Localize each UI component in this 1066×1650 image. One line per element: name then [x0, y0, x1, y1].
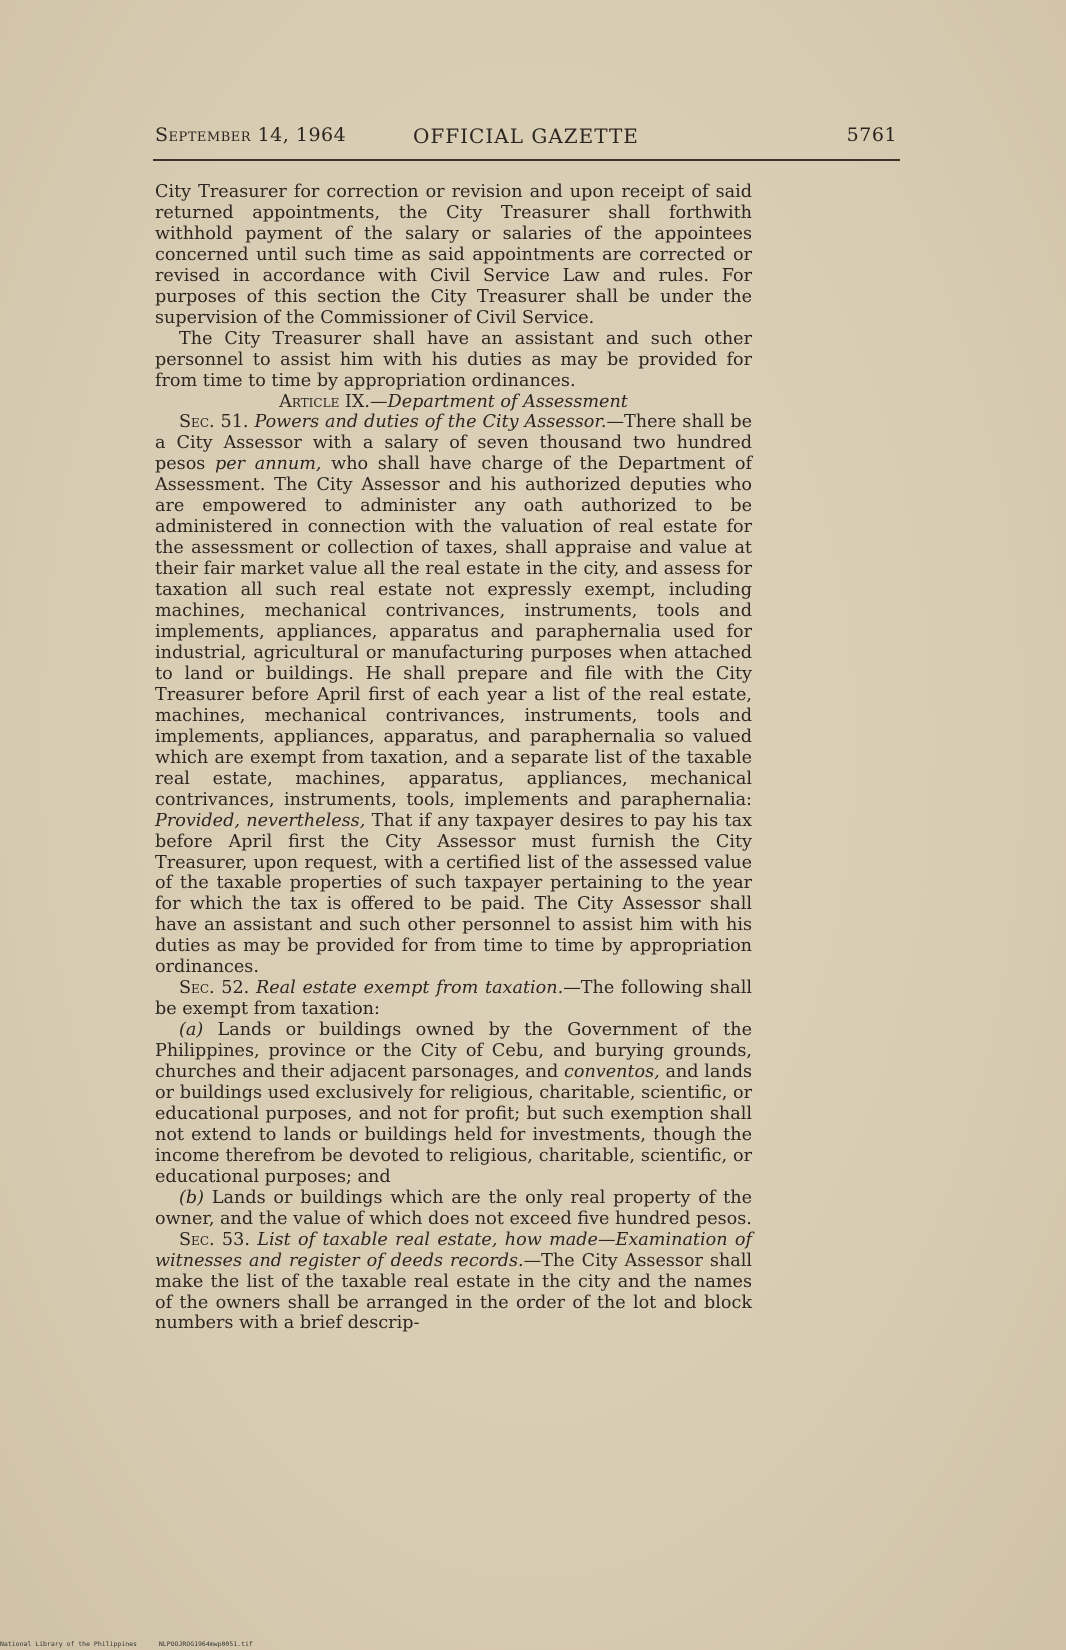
- body-text: [155, 182, 752, 1334]
- item-b-label: (b): [179, 1187, 204, 1208]
- item-a-label: (a): [179, 1020, 204, 1041]
- section-53: [155, 1230, 752, 1335]
- item-b: [155, 1188, 752, 1230]
- paragraph-assistant: The City Treasurer shall have an assistant and such other personnel to assist him with his duties as may be provided for from time to time by appropriation ordinances.: [155, 328, 752, 391]
- footer-library: National Library of the Philippines: [0, 1640, 137, 1648]
- item-b-text: Lands or buildings which are the only real property of the owner, and the value of which does not exceed five hundred pesos.: [155, 1187, 752, 1229]
- sec51-text-c: That if any taxpayer desires to pay his tax before April first the City Assessor must furnish the City Treasurer, upon request, with a certified list of the assessed value of the taxable properties of such taxpayer pertaining to the year for which the tax is offered to be paid. The City Assessor shall have an assistant and such other personnel to assist him with his duties as may be provided for from time to time by appropriation ordinances.: [155, 810, 752, 978]
- item-a-text-b: and lands or buildings used exclusively for religious, charitable, scientific, or educational purposes, and not for profit; but such exemption shall not extend to lands or buildings held for investments, though the income therefrom be devoted to religious, charitable, scientific, or educational purposes; and: [155, 1062, 753, 1187]
- article-title: —Department of Assessment: [370, 391, 628, 412]
- footer-filename: NLPOOJROG1964mwp0051.tif: [158, 1640, 253, 1648]
- sec51-proviso: Provided, nevertheless,: [155, 810, 366, 831]
- section-52: [155, 978, 752, 1020]
- sec51-text-a: —There shall be a City Assessor with a salary of seven thousand two hundred pesos: [155, 412, 753, 475]
- sec51-label: Sec. 51.: [179, 412, 249, 433]
- scan-footer: [0, 1640, 700, 1650]
- section-51: [155, 412, 752, 978]
- header-title: OFFICIAL GAZETTE: [413, 124, 639, 148]
- article-label: Article IX.: [279, 391, 370, 412]
- item-a-conventos: conventos,: [564, 1062, 660, 1083]
- header-rule: [153, 159, 900, 161]
- sec51-per-annum: per annum,: [214, 454, 322, 475]
- sec52-label: Sec. 52.: [179, 978, 250, 999]
- paragraph-continuation: City Treasurer for correction or revision and upon receipt of said returned appointments, the City Treasurer shall forthwith withhold payment of the salary or salaries of the appointees concerned until such time as said appointments are corrected or revised in accordance with Civil Service Law and rules. For purposes of this section the City Treasurer shall be under the supervision of the Commissioner of Civil Service.: [155, 182, 752, 328]
- item-a: [155, 1020, 752, 1188]
- item-a-text-a: Lands or buildings owned by the Government of the Philippines, province or the City of Cebu, and burying grounds, churches and their adjacent parsonages, and: [155, 1020, 752, 1083]
- sec52-title: Real estate exempt from taxation.: [255, 978, 564, 999]
- sec53-title: List of taxable real estate, how made—Examination of witnesses and register of deeds records.: [155, 1229, 752, 1271]
- sec53-text: —The City Assessor shall make the list of the taxable real estate in the city and the names of the owners shall be arranged in the order of the lot and block numbers with a brief descrip-: [155, 1250, 752, 1334]
- header-date: September 14, 1964: [155, 124, 347, 146]
- sec53-label: Sec. 53.: [179, 1229, 250, 1250]
- header-page-number: 5761: [846, 124, 897, 146]
- running-header: [155, 124, 897, 152]
- sec51-title: Powers and duties of the City Assessor.: [254, 412, 607, 433]
- sec51-text-b: who shall have charge of the Department of Assessment. The City Assessor and his authorized deputies who are empowered to administer any oath authorized to be administered in connection with the valuation of real estate for the assessment or collection of taxes, shall appraise and value at their fair market value all the real estate in the city, and assess for taxation all such real estate not expressly exempt, including machines, mechanical contrivances, instruments, tools and implements, appliances, apparatus and paraphernalia used for industrial, agricultural or manufacturing purposes when attached to land or buildings. He shall prepare and file with the City Treasurer before April first of each year a list of the real estate, machines, mechanical contrivances, instruments, tools and implements, appliances, apparatus, and paraphernalia so valued which are exempt from taxation, and a separate list of the taxable real estate, machines, apparatus, appliances, mechanical contrivances, instruments, tools, implements and paraphernalia:: [155, 454, 752, 810]
- article-heading: [155, 392, 752, 413]
- sec52-text: —The following shall be exempt from taxation:: [155, 978, 752, 1020]
